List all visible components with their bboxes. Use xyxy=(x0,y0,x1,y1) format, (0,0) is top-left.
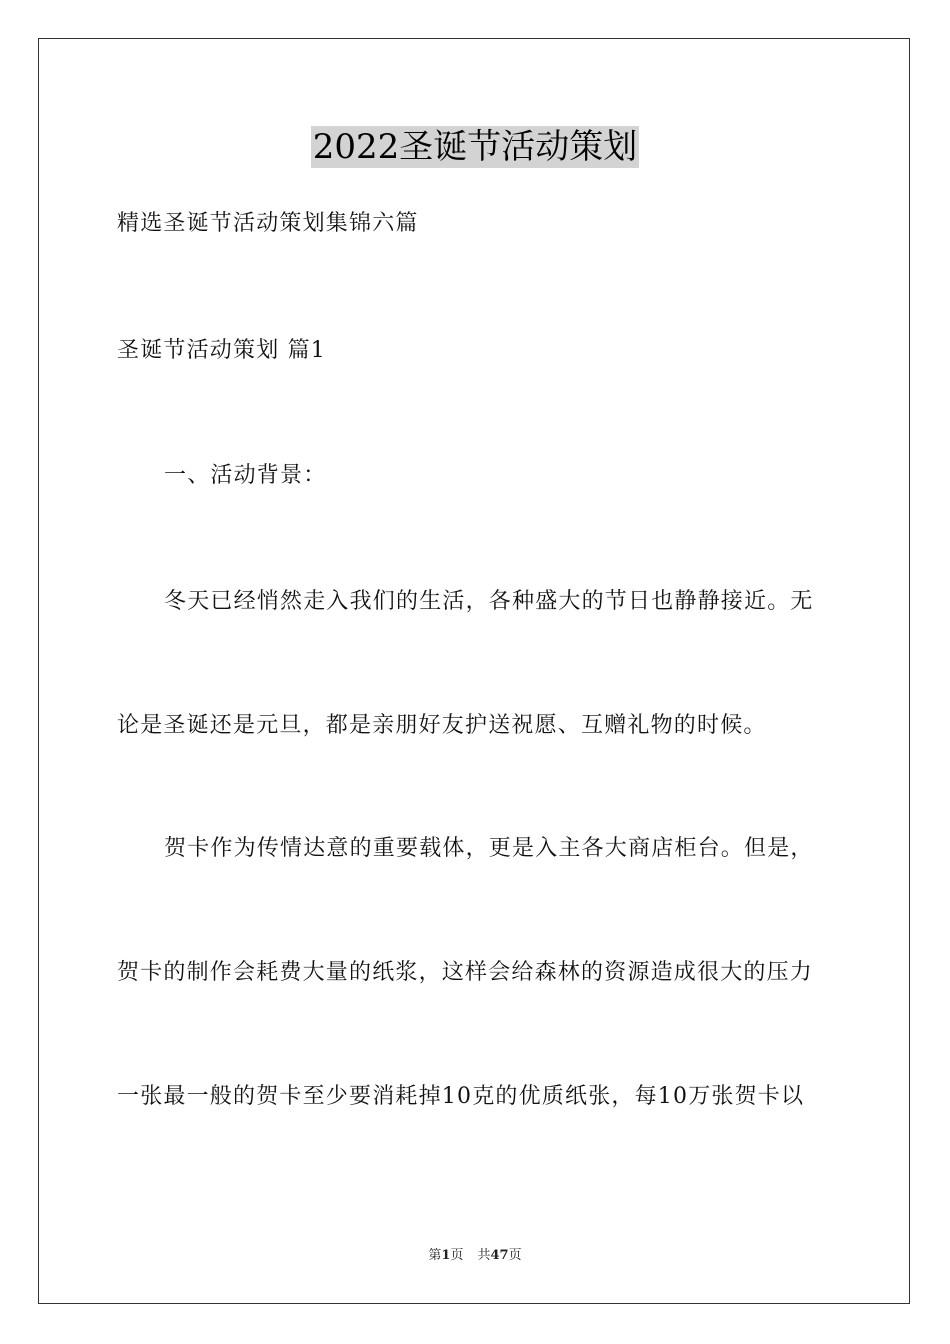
paragraph-line: 贺卡的制作会耗费大量的纸浆，这样会给森林的资源造成很大的压力 xyxy=(117,960,814,985)
document-title: 2022圣诞节活动策划 xyxy=(312,127,638,167)
paragraph-line: 论是圣诞还是元旦，都是亲朋好友护送祝愿、互赠礼物的时候。 xyxy=(117,713,767,738)
paragraph-line: 一张最一般的贺卡至少要消耗掉10克的优质纸张，每10万张贺卡以 xyxy=(117,1084,805,1109)
paragraph-heading: 一、活动背景： xyxy=(164,463,327,488)
total-suffix: 页 xyxy=(508,1248,522,1263)
page-footer xyxy=(0,1247,950,1265)
title-container xyxy=(0,126,950,168)
total-prefix: 共 xyxy=(477,1248,491,1263)
page-prefix: 第 xyxy=(428,1248,442,1263)
page-suffix: 页 xyxy=(450,1248,464,1263)
page-number: 1 xyxy=(441,1248,451,1263)
document-subtitle: 精选圣诞节活动策划集锦六篇 xyxy=(117,211,419,236)
total-pages: 47 xyxy=(490,1248,509,1263)
paragraph-line: 贺卡作为传情达意的重要载体，更是入主各大商店柜台。但是， xyxy=(164,836,814,861)
paragraph-line: 冬天已经悄然走入我们的生活，各种盛大的节日也静静接近。无 xyxy=(164,589,814,614)
section-heading: 圣诞节活动策划 篇1 xyxy=(117,338,326,363)
